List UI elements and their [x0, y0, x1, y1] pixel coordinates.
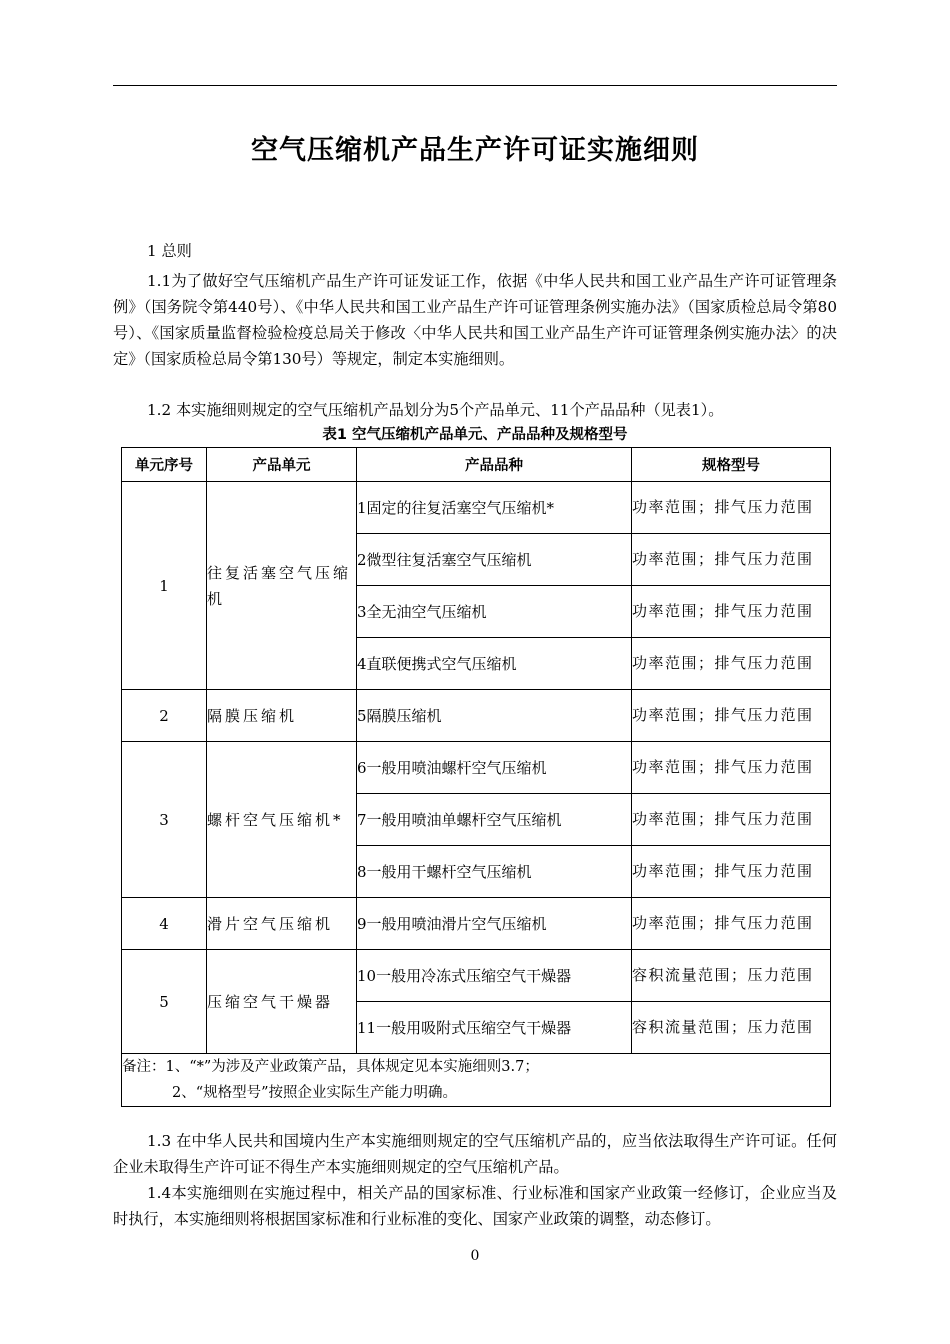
- variety-name: 6一般用喷油螺杆空气压缩机: [357, 742, 632, 794]
- variety-name: 9一般用喷油滑片空气压缩机: [357, 898, 632, 950]
- header-variety: 产品品种: [357, 448, 632, 482]
- spec-text: 功率范围；排气压力范围: [632, 898, 831, 950]
- spec-text: 功率范围；排气压力范围: [632, 482, 831, 534]
- table-notes: [122, 1054, 831, 1107]
- spec-text: 功率范围；排气压力范围: [632, 638, 831, 690]
- unit-number: 3: [122, 742, 207, 898]
- variety-name: 10一般用冷冻式压缩空气干燥器: [357, 950, 632, 1002]
- spec-text: 功率范围；排气压力范围: [632, 794, 831, 846]
- unit-name: 螺杆空气压缩机*: [207, 742, 357, 898]
- page-number: 0: [470, 1248, 480, 1264]
- table-row: [122, 482, 831, 534]
- unit-number: 5: [122, 950, 207, 1054]
- variety-name: 11一般用吸附式压缩空气干燥器: [357, 1002, 632, 1054]
- paragraph-1-2: 1.2 本实施细则规定的空气压缩机产品划分为5个产品单元、11个产品品种（见表1）。: [147, 401, 724, 419]
- unit-name: 压缩空气干燥器: [207, 950, 357, 1054]
- spec-text: 功率范围；排气压力范围: [632, 534, 831, 586]
- paragraph-1-4: 1.4本实施细则在实施过程中，相关产品的国家标准、行业标准和国家产业政策一经修订，企业应当及时执行，本实施细则将根据国家标准和行业标准的变化、国家产业政策的调整，动态修订。: [113, 1184, 837, 1228]
- unit-name: 隔膜压缩机: [207, 690, 357, 742]
- spec-text: 功率范围；排气压力范围: [632, 690, 831, 742]
- header-rule: [113, 85, 837, 86]
- section-heading-general: 1 总则: [147, 242, 192, 260]
- product-unit-table: [121, 447, 831, 1107]
- paragraph-1-1: 1.1为了做好空气压缩机产品生产许可证发证工作，依据《中华人民共和国工业产品生产许可证管理条例》（国务院令第440号）、《中华人民共和国工业产品生产许可证管理条例实施办法》（国家质检总局令第80号）、《国家质量监督检验检疫总局关于修改〈中华人民共和国工业产品生产许可证管理条例实施办法〉的决定》（国家质检总局令第130号）等规定，制定本实施细则。: [113, 272, 837, 368]
- table-row: [122, 898, 831, 950]
- note-line-1: 备注：1、“*”为涉及产业政策产品，具体规定见本实施细则3.7；: [122, 1059, 539, 1075]
- table-row: [122, 742, 831, 794]
- header-unit-name: 产品单元: [207, 448, 357, 482]
- table-notes-row: [122, 1054, 831, 1107]
- spec-text: 容积流量范围；压力范围: [632, 1002, 831, 1054]
- paragraph-1-3: 1.3 在中华人民共和国境内生产本实施细则规定的空气压缩机产品的，应当依法取得生产许可证。任何企业未取得生产许可证不得生产本实施细则规定的空气压缩机产品。: [113, 1132, 837, 1176]
- variety-name: 3全无油空气压缩机: [357, 586, 632, 638]
- document-title: 空气压缩机产品生产许可证实施细则: [251, 135, 699, 166]
- unit-number: 4: [122, 898, 207, 950]
- table-row: [122, 950, 831, 1002]
- variety-name: 8一般用干螺杆空气压缩机: [357, 846, 632, 898]
- unit-number: 2: [122, 690, 207, 742]
- variety-name: 5隔膜压缩机: [357, 690, 632, 742]
- spec-text: 容积流量范围；压力范围: [632, 950, 831, 1002]
- unit-name: 滑片空气压缩机: [207, 898, 357, 950]
- table-caption: 表1 空气压缩机产品单元、产品品种及规格型号: [322, 427, 628, 443]
- table-header-row: [122, 448, 831, 482]
- variety-name: 4直联便携式空气压缩机: [357, 638, 632, 690]
- variety-name: 2微型往复活塞空气压缩机: [357, 534, 632, 586]
- spec-text: 功率范围；排气压力范围: [632, 846, 831, 898]
- variety-name: 7一般用喷油单螺杆空气压缩机: [357, 794, 632, 846]
- spec-text: 功率范围；排气压力范围: [632, 742, 831, 794]
- note-line-2: 2、“规格型号”按照企业实际生产能力明确。: [172, 1085, 458, 1101]
- table-row: [122, 690, 831, 742]
- unit-name: 往复活塞空气压缩机: [207, 482, 357, 690]
- header-unit-no: 单元序号: [122, 448, 207, 482]
- spec-text: 功率范围；排气压力范围: [632, 586, 831, 638]
- variety-name: 1固定的往复活塞空气压缩机*: [357, 482, 632, 534]
- header-spec: 规格型号: [632, 448, 831, 482]
- unit-number: 1: [122, 482, 207, 690]
